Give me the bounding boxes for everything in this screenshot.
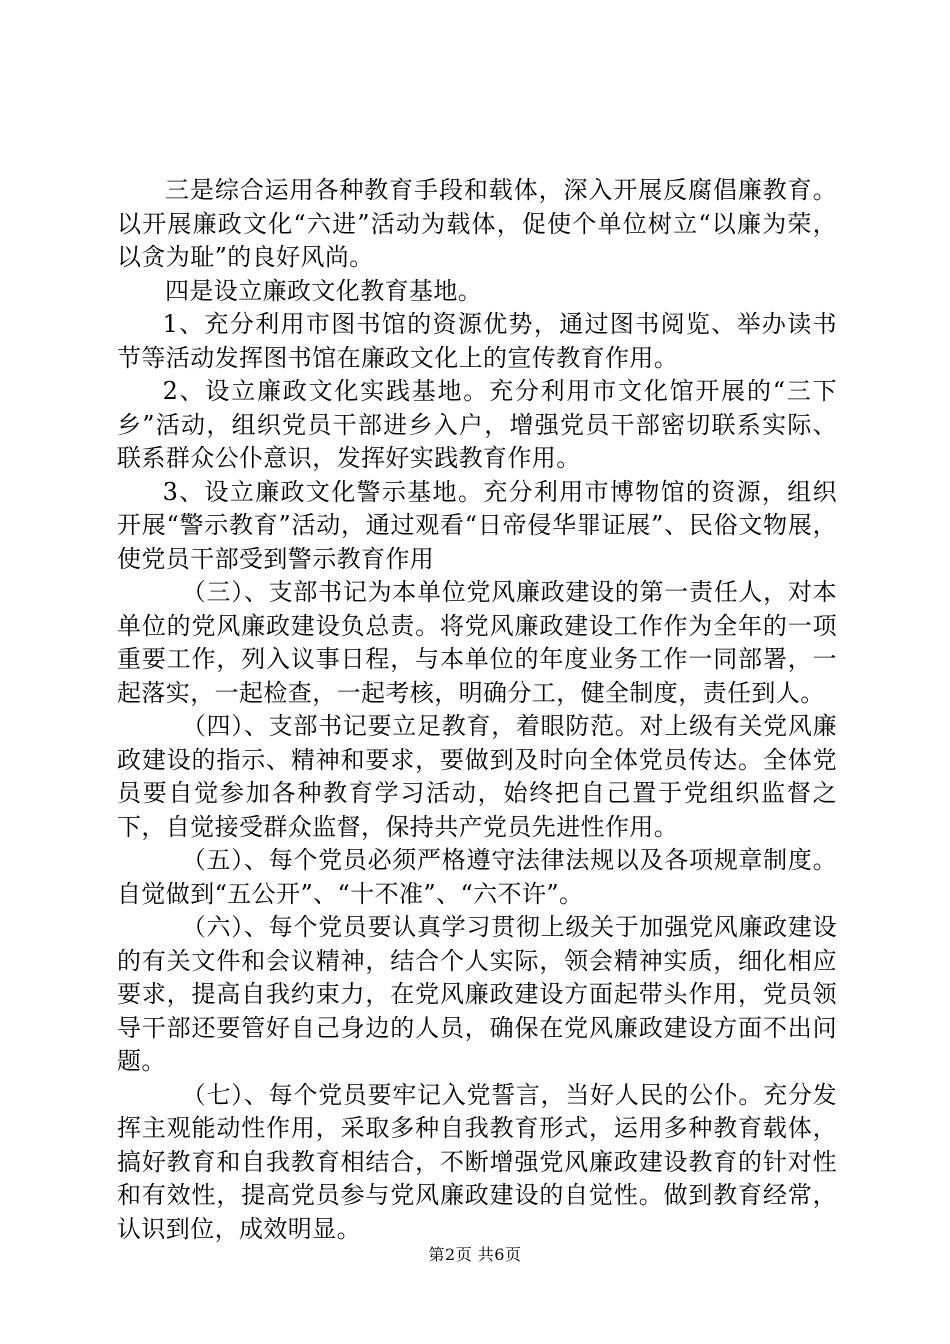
- document-body: [117, 174, 837, 1246]
- paragraph-item-3-warning-base: 3、设立廉政文化警示基地。充分利用市博物馆的资源，组织开展“警示教育”活动，通过观看“日帝侵华罪证展”、民俗文物展，使党员干部受到警示教育作用: [117, 477, 837, 573]
- paragraph-item-1-library: 1、充分利用市图书馆的资源优势，通过图书阅览、举办读书节等活动发挥图书馆在廉政文化上的宣传教育作用。: [117, 310, 837, 372]
- paragraph-three-education-means: 三是综合运用各种教育手段和载体，深入开展反腐倡廉教育。以开展廉政文化“六进”活动为载体，促使个单位树立“以廉为荣，以贪为耻”的良好风尚。: [117, 176, 837, 271]
- paragraph-section-7-oath: （七）、每个党员要牢记入党誓言，当好人民的公仆。充分发挥主观能动性作用，采取多种自我教育形式，运用多种教育载体，搞好教育和自我教育相结合，不断增强党风廉政建设教育的针对性和有效性，提高党员参与党风廉政建设的自觉性。做到教育经常，认识到位，成效明显。: [117, 1080, 837, 1243]
- paragraph-item-2-practice-base: 2、设立廉政文化实践基地。充分利用市文化馆开展的“三下乡”活动，组织党员干部进乡入户，增强党员干部密切联系实际、联系群众公仆意识，发挥好实践教育作用。: [117, 377, 837, 472]
- paragraph-four-education-base: 四是设立廉政文化教育基地。: [165, 276, 483, 305]
- paragraph-section-4-prevention: （四）、支部书记要立足教育，着眼防范。对上级有关党风廉政建设的指示、精神和要求，要做到及时向全体党员传达。全体党员要自觉参加各种教育学习活动，始终把自己置于党组织监督之下，自觉接受群众监督，保持共产党员先进性作用。: [117, 712, 837, 841]
- page-footer: 第2页 共6页: [428, 1245, 522, 1264]
- paragraph-section-5-regulations: （五）、每个党员必须严格遵守法律法规以及各项规章制度。自觉做到“五公开”、“十不准”、“六不许”。: [117, 846, 837, 908]
- paragraph-section-3-responsibility: （三）、支部书记为本单位党风廉政建设的第一责任人，对本单位的党风廉政建设负总责。将党风廉政建设工作作为全年的一项重要工作，列入议事日程，与本单位的年度业务工作一同部署，一起落实，一起检查，一起考核，明确分工，健全制度，责任到人。: [117, 578, 837, 707]
- paragraph-section-6-study: （六）、每个党员要认真学习贯彻上级关于加强党风廉政建设的有关文件和会议精神，结合个人实际，领会精神实质，细化相应要求，提高自我约束力，在党风廉政建设方面起带头作用，党员领导干部还要管好自己身边的人员，确保在党风廉政建设方面不出问题。: [117, 913, 837, 1075]
